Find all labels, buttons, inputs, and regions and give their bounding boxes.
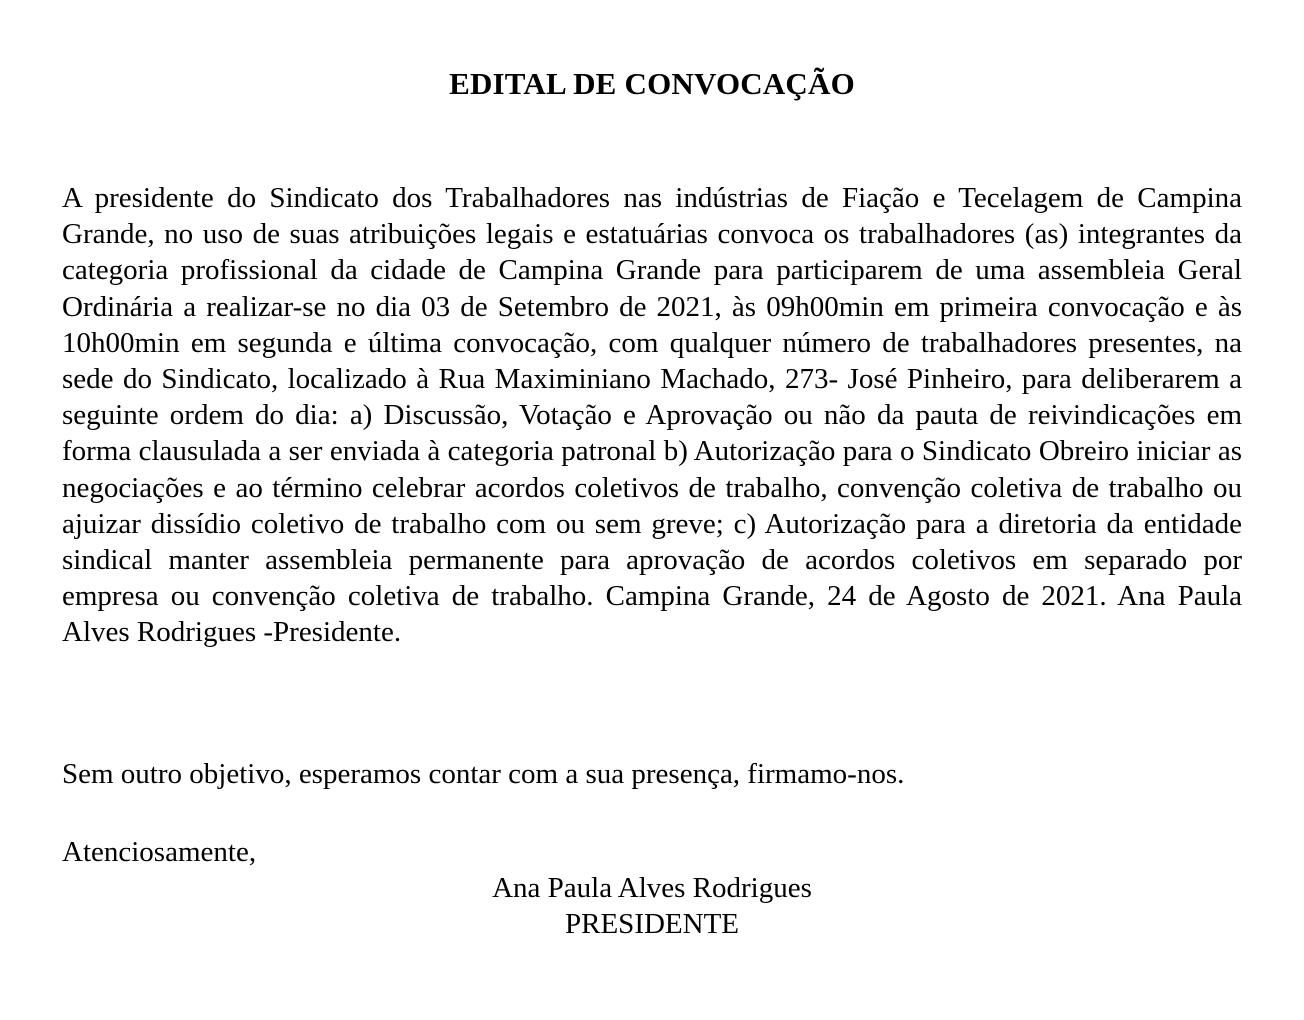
signature-block: [300, 870, 1004, 942]
document-body-paragraph: A presidente do Sindicato dos Trabalhadores nas indústrias de Fiação e Tecelagem de Campina Grande, no uso de suas atribuições legais e estatuárias convoca os trabalhadores (as) integrantes da categoria profissional da cidade de Campina Grande para participarem de uma assembleia Geral Ordinária a realizar-se no dia 03 de Setembro de 2021, às 09h00min em primeira convocação e às 10h00min em segunda e última convocação, com qualquer número de trabalhadores presentes, na sede do Sindicato, localizado à Rua Maximiniano Machado, 273- José Pinheiro, para deliberarem a seguinte ordem do dia: a) Discussão, Votação e Aprovação ou não da pauta de reivindicações em forma clausulada a ser enviada à categoria patronal b) Autorização para o Sindicato Obreiro iniciar as negociações e ao término celebrar acordos coletivos de trabalho, convenção coletiva de trabalho ou ajuizar dissídio coletivo de trabalho com ou sem greve; c) Autorização para a diretoria da entidade sindical manter assembleia permanente para aprovação de acordos coletivos em separado por empresa ou convenção coletiva de trabalho. Campina Grande, 24 de Agosto de 2021. Ana Paula Alves Rodrigues -Presidente.: [62, 182, 1242, 649]
signatory-role: PRESIDENTE: [565, 908, 739, 940]
greeting-line: Atenciosamente,: [62, 836, 257, 868]
document-title: EDITAL DE CONVOCAÇÃO: [449, 66, 855, 101]
closing-paragraph: Sem outro objetivo, esperamos contar com a sua presença, firmamo-nos.: [62, 758, 905, 790]
signatory-name: Ana Paula Alves Rodrigues: [492, 872, 812, 904]
